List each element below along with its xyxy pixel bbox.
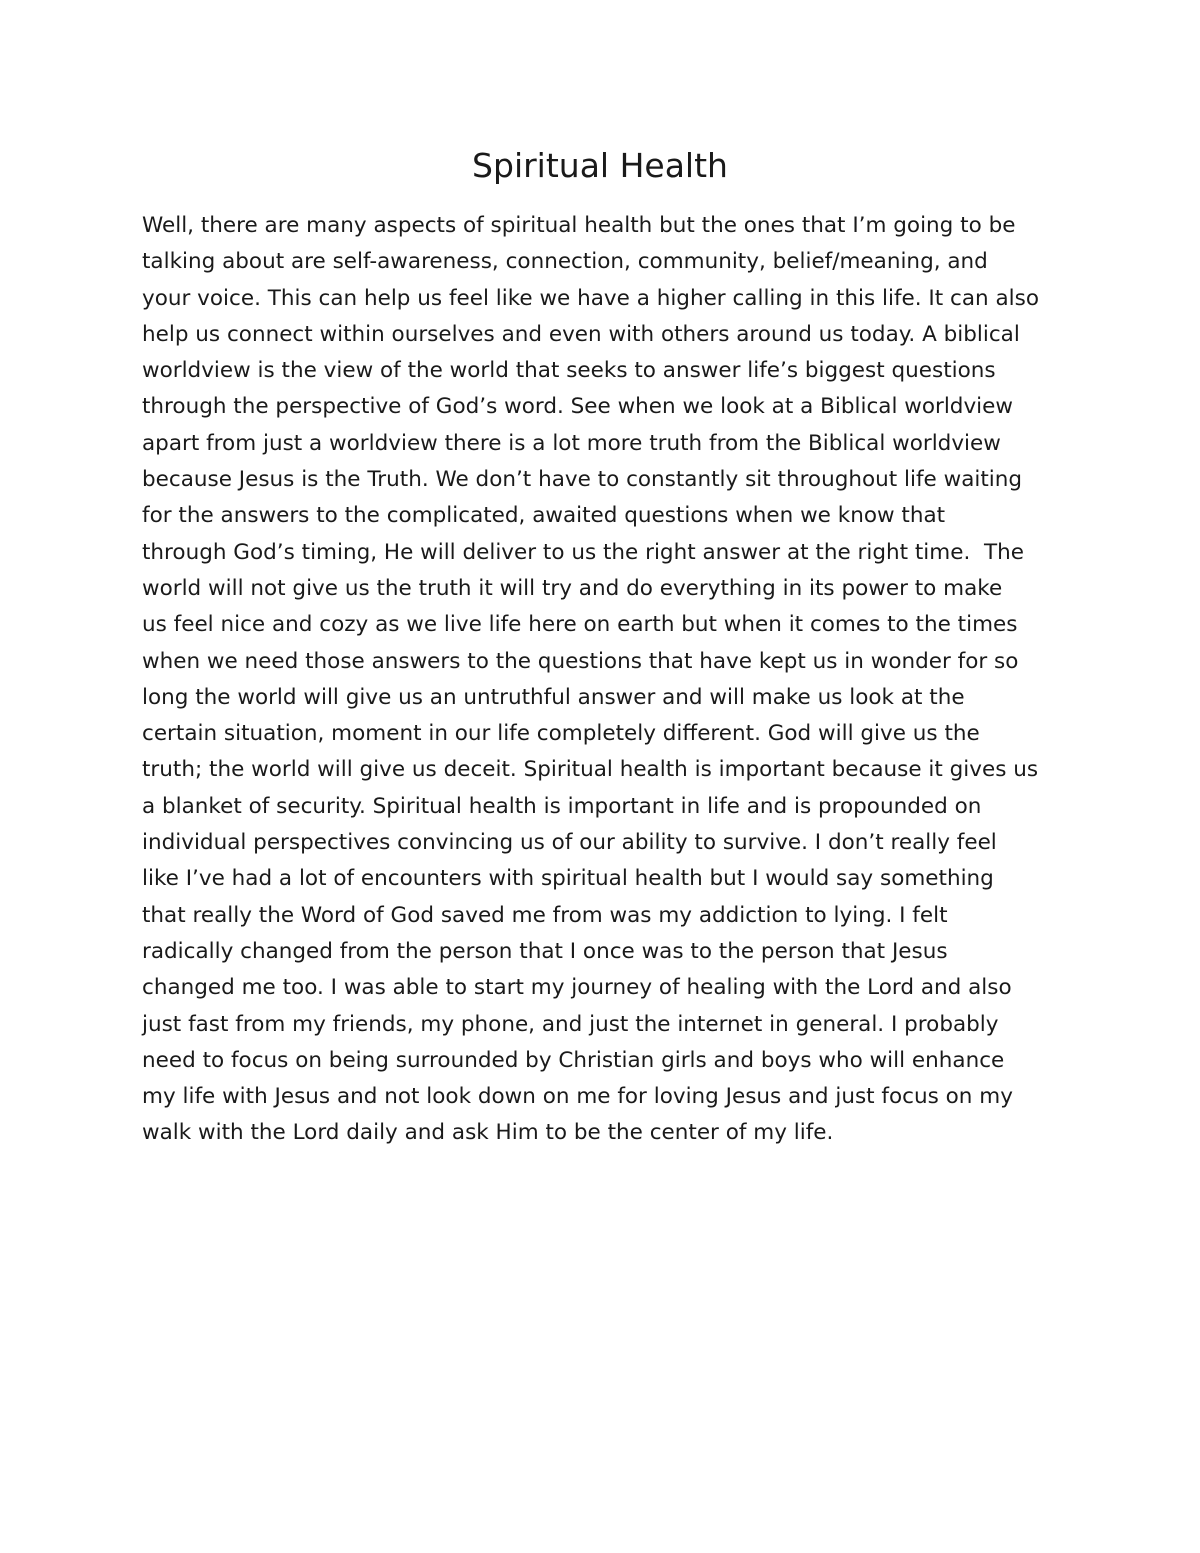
paragraph-line: my life with Jesus and not look down on me for loving Jesus and just focus on my [142,1084,1013,1110]
paragraph-line: changed me too. I was able to start my journey of healing with the Lord and also [142,975,1012,1001]
paragraph-line: just fast from my friends, my phone, and just the internet in general. I probably [142,1011,999,1037]
paragraph-line: for the answers to the complicated, awaited questions when we know that [142,503,946,529]
paragraph-line: walk with the Lord daily and ask Him to be the center of my life. [142,1120,834,1146]
paragraph-line: radically changed from the person that I once was to the person that Jesus [142,938,948,964]
paragraph-line: help us connect within ourselves and even with others around us today. A biblical [142,321,1020,347]
paragraph-line: like I’ve had a lot of encounters with spiritual health but I would say something [142,866,994,892]
paragraph-line: apart from just a worldview there is a lot more truth from the Biblical worldview [142,430,1001,456]
paragraph-line: long the world will give us an untruthful answer and will make us look at the [142,684,965,710]
paragraph-line: certain situation, moment in our life completely different. God will give us the [142,721,980,747]
paragraph-line: your voice. This can help us feel like we have a higher calling in this life. It can also [142,285,1039,311]
paragraph-line: truth; the world will give us deceit. Spiritual health is important because it gives us [142,757,1039,783]
paragraph-line: Well, there are many aspects of spiritual health but the ones that I’m going to be [142,213,1016,238]
paragraph-line: through the perspective of God’s word. See when we look at a Biblical worldview [142,394,1013,420]
paragraph-line: individual perspectives convincing us of our ability to survive. I don’t really feel [142,830,997,856]
paragraph-line: worldview is the view of the world that seeks to answer life’s biggest questions [142,358,996,384]
paragraph-line: need to focus on being surrounded by Christian girls and boys who will enhance [142,1047,1005,1073]
paragraph-line: world will not give us the truth it will try and do everything in its power to make [142,575,1003,601]
body-paragraph [142,208,1102,1152]
paragraph-line: because Jesus is the Truth. We don’t have to constantly sit throughout life waiting [142,467,1023,493]
paragraph-line: us feel nice and cozy as we live life here on earth but when it comes to the times [142,612,1018,638]
paragraph-line: talking about are self-awareness, connection, community, belief/meaning, and [142,249,988,275]
paragraph-line: that really the Word of God saved me from was my addiction to lying. I felt [142,902,948,928]
document-title: Spiritual Health [472,146,728,185]
paragraph-line: through God’s timing, He will deliver to us the right answer at the right time. The [142,539,1024,565]
paragraph-line: when we need those answers to the questions that have kept us in wonder for so [142,648,1019,674]
paragraph-line: a blanket of security. Spiritual health is important in life and is propounded on [142,793,982,819]
